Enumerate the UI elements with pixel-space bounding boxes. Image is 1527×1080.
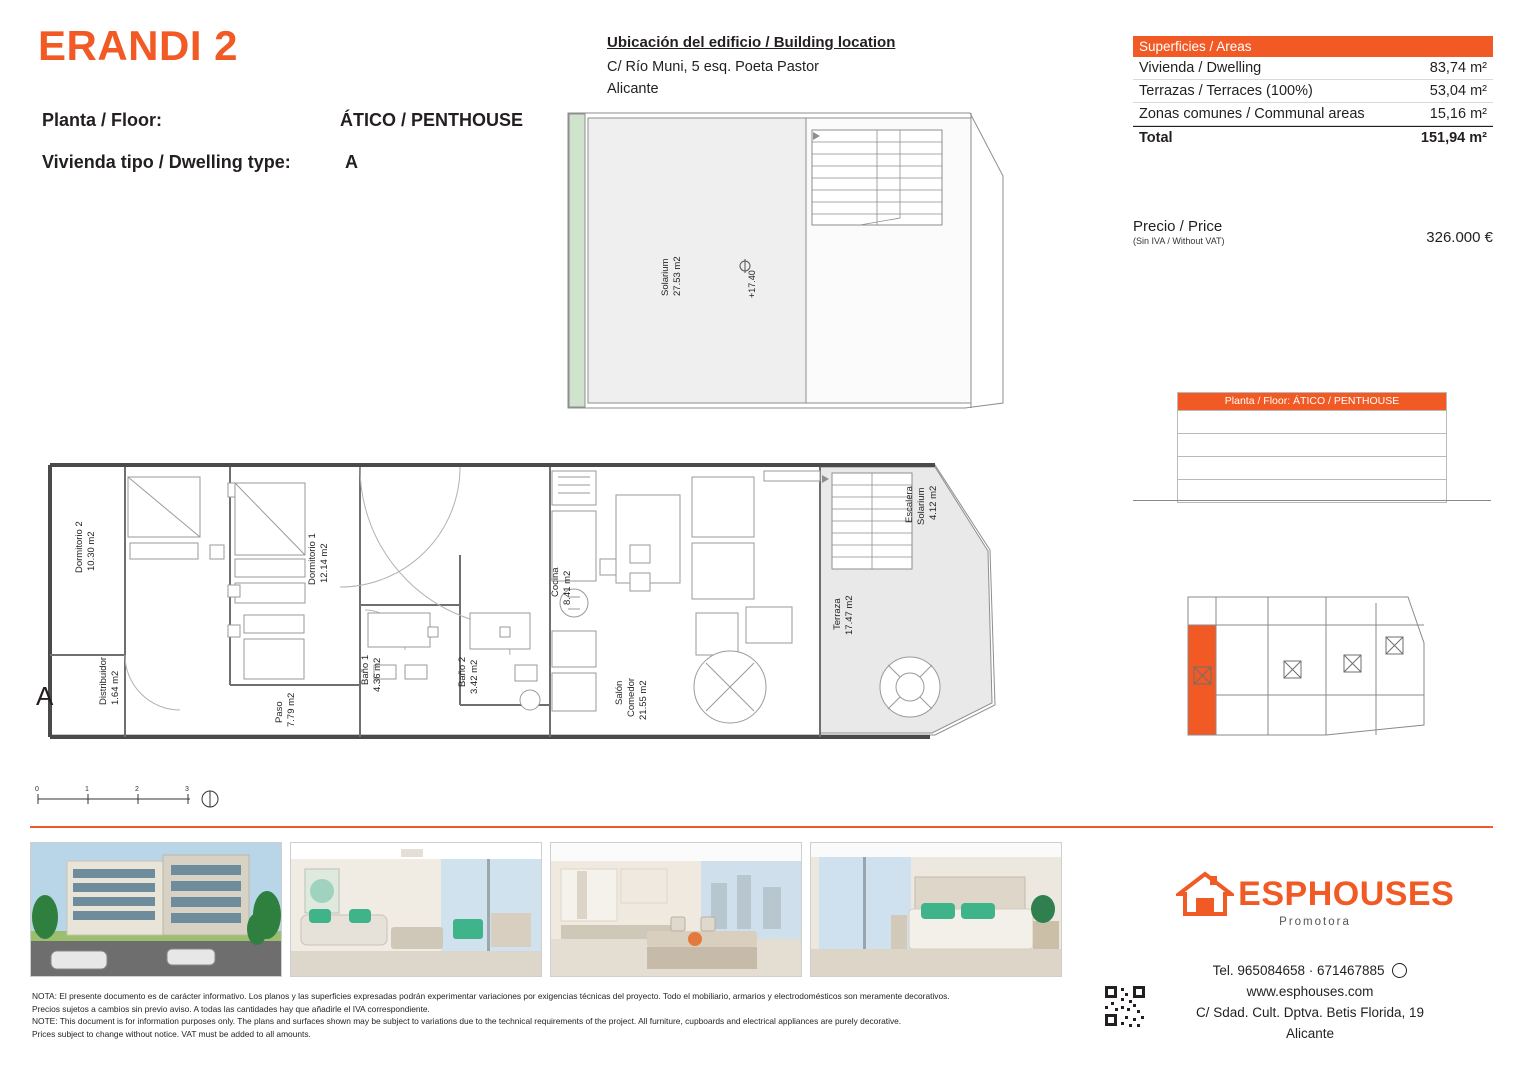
table-row: [1133, 80, 1493, 103]
furniture-terrace: [880, 657, 940, 717]
note-line-2: Precios sujetos a cambios sin previo aviso. A todas las cantidades hay que añadirle el IVA correspondiente.: [32, 1003, 430, 1014]
note-line-1: NOTA: El presente documento es de carácter informativo. Los planos y las superficies expresadas podrán experimentar variaciones por exigencias técnicas del proyecto. Todo el mobiliario, armarios y electrodomésticos son meramente decorativos.: [32, 991, 950, 1001]
svg-text:+17.40: +17.40: [747, 270, 757, 298]
floor-value: ÁTICO / PENTHOUSE: [340, 110, 524, 130]
building-location-title: Ubicación del edificio / Building location: [607, 34, 896, 51]
floor-selector-row[interactable]: [1178, 410, 1446, 433]
floor-selector-baseline: [1133, 500, 1491, 501]
total-value: 151,94 m²: [1420, 130, 1487, 146]
photo-building-exterior: [30, 842, 282, 977]
north-arrow-icon: [202, 791, 218, 807]
table-row: [1133, 57, 1493, 80]
room-label-solarium-stair: Solarium: [916, 487, 927, 525]
dwelling-type-value: A: [345, 152, 358, 172]
building-location-city: Alicante: [607, 81, 659, 97]
note-line-3: NOTE: This document is for information purposes only. The plans and surfaces shown may be subject to variations due to the technical requirements of the project. All furniture, cupboards and electrical appliances are purely decorative.: [32, 1016, 902, 1027]
scale-tick-1: 1: [85, 786, 89, 793]
price-sublabel: (Sin IVA / Without VAT): [1133, 236, 1225, 246]
room-label-bano1: Baño 1: [360, 654, 371, 685]
area-value: 15,16 m²: [1429, 106, 1487, 122]
brand-subtitle: Promotora: [1279, 916, 1351, 928]
brand-name: ESPHOUSES: [1238, 874, 1455, 913]
room-area-escalera-solarium: 4.12 m2: [928, 485, 939, 520]
price-value: 326.000 €: [1426, 229, 1493, 246]
whatsapp-icon: [1392, 963, 1407, 978]
area-label: Terrazas / Terraces (100%): [1139, 83, 1313, 99]
key-plan-diagram: [1176, 585, 1436, 745]
area-label: Vivienda / Dwelling: [1139, 60, 1262, 76]
price-label: Precio / Price: [1133, 218, 1223, 235]
room-label-bano2: Baño 2: [457, 656, 468, 687]
room-area-bano1: 4.36 m2: [372, 657, 383, 692]
contact-phone: [1110, 960, 1510, 981]
unit-letter: A: [36, 681, 54, 711]
legal-notes: [32, 990, 1062, 1040]
room-label-salon: Salón: [614, 680, 625, 705]
floor-selector-row[interactable]: [1178, 479, 1446, 502]
scale-bar: [30, 785, 230, 811]
area-value: 83,74 m²: [1429, 60, 1487, 76]
key-plan-highlight-unit: [1188, 625, 1216, 735]
contact-website[interactable]: www.esphouses.com: [1246, 984, 1374, 999]
stair-to-solarium: [822, 473, 912, 569]
table-row: [1133, 103, 1493, 126]
room-area-dormitorio2: 10.30 m2: [86, 531, 97, 571]
note-line-4: Prices subject to change without notice. VAT must be added to all amounts.: [32, 1028, 311, 1039]
photo-kitchen-dining: [550, 842, 802, 977]
room-label-comedor: Comedor: [626, 677, 637, 717]
room-area-solarium: 27.53 m2: [672, 256, 683, 296]
stair-block: [812, 130, 942, 225]
dwelling-floor-plan: [30, 455, 1030, 765]
photo-strip: [30, 842, 1062, 977]
phone-text: Tel. 965084658 · 671467885: [1212, 963, 1385, 978]
areas-table-header: Superficies / Areas: [1133, 36, 1493, 57]
floor-selector-row[interactable]: [1178, 456, 1446, 479]
area-value: 53,04 m²: [1429, 83, 1487, 99]
planter-strip: [569, 114, 585, 407]
room-area-distribuidor: 1.64 m2: [110, 670, 121, 705]
room-label-dormitorio1: Dormitorio 1: [307, 533, 318, 585]
room-label-cocina: Cocina: [550, 567, 561, 597]
contact-address-city: Alicante: [1285, 1026, 1335, 1041]
room-area-paso: 7.79 m2: [286, 692, 297, 727]
price-block: [1133, 218, 1493, 246]
divider-rule: [30, 826, 1493, 828]
floor-selector-selected[interactable]: Planta / Floor: ÁTICO / PENTHOUSE: [1178, 393, 1446, 410]
room-area-bano2: 3.42 m2: [469, 659, 480, 694]
total-label: Total: [1139, 130, 1173, 146]
photo-living-room: [290, 842, 542, 977]
room-label-solarium: Solarium: [660, 258, 671, 296]
room-area-dormitorio1: 12.14 m2: [319, 543, 330, 583]
solarium-floor-plan: [560, 108, 1020, 418]
contact-address-street: C/ Sdad. Cult. Dptva. Betis Florida, 19: [1195, 1005, 1425, 1020]
floor-selector[interactable]: [1177, 392, 1447, 503]
room-area-salon-comedor: 21.55 m2: [638, 680, 649, 720]
area-label: Zonas comunes / Communal areas: [1139, 106, 1365, 122]
building-location-street: C/ Río Muni, 5 esq. Poeta Pastor: [607, 59, 819, 75]
room-area-cocina: 8.41 m2: [562, 570, 573, 605]
room-label-escalera: Escalera: [904, 486, 915, 523]
house-logo-icon: [1176, 870, 1234, 918]
room-area-terraza: 17.47 m2: [844, 595, 855, 635]
scale-tick-2: 2: [135, 786, 139, 793]
room-label-paso: Paso: [274, 701, 285, 723]
floor-selector-row[interactable]: [1178, 433, 1446, 456]
areas-table: [1133, 36, 1493, 149]
floor-label: Planta / Floor:: [42, 110, 163, 130]
dwelling-type-label: Vivienda tipo / Dwelling type:: [42, 152, 291, 172]
room-label-terraza: Terraza: [832, 598, 843, 630]
scale-tick-3: 3: [185, 786, 189, 793]
scale-tick-0: 0: [35, 786, 39, 793]
room-label-distribuidor: Distribuidor: [98, 656, 109, 705]
solarium-area: [588, 118, 806, 403]
room-label-dormitorio2: Dormitorio 2: [74, 521, 85, 573]
photo-bedroom: [810, 842, 1062, 977]
company-logo-block: [1165, 870, 1465, 928]
table-row-total: [1133, 126, 1493, 149]
page-title: ERANDI 2: [38, 22, 239, 69]
contact-block: [1110, 960, 1510, 1044]
